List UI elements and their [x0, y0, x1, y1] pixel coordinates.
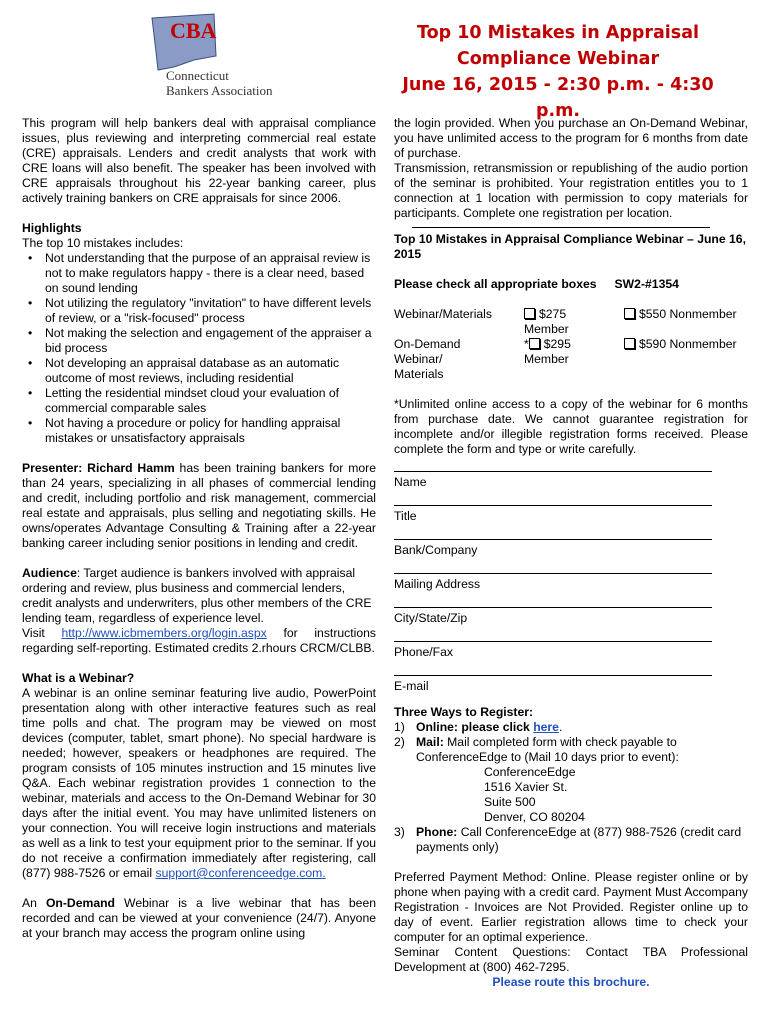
- form-title: Top 10 Mistakes in Appraisal Compliance Webinar – June 16, 2015: [394, 232, 746, 261]
- member-label: Member: [524, 352, 569, 366]
- program-code: SW2-#1354: [614, 277, 679, 291]
- highlight-item: • Not making the selection and engagement of the appraiser a bid process: [22, 326, 376, 356]
- way-online: [394, 720, 748, 735]
- highlights-list: [22, 251, 376, 446]
- pricing-row-ondemand: [394, 337, 748, 382]
- nonmember-price: $550 Nonmember: [639, 307, 737, 321]
- presenter-text: has been training bankers for more than 24 years, specializing in all phases of commercial lending and credit, including portfolio and risk management, commercial real estate and appraisals, plus selling and negotiating skills. He owns/operates Advantage Consulting & Training after a 22-year banking career including senior positions in lending and credit.: [22, 461, 376, 550]
- member-price: $275: [539, 307, 567, 321]
- register-here-link[interactable]: here: [533, 720, 559, 734]
- registration-fields: [394, 471, 748, 695]
- audience-paragraph: [22, 566, 376, 626]
- address-line: Suite 500: [484, 795, 536, 809]
- audience-text: : Target audience is bankers involved with appraisal ordering and review, plus business and commercial lenders, credit analysts and underwriters, plus other members of the CRE lending team, regardless of experience level.: [22, 566, 372, 625]
- way-phone-label: Phone:: [416, 825, 458, 839]
- intro-paragraph: This program will help bankers deal with appraisal compliance issues, plus reviewing and interpreting commercial real estate (CRE) appraisals. Lenders and credit analysts that work with CRE loans will also benefit. The speaker has been involved with CRE appraisals throughout his 22-year banking career, plus actively training bankers on CRE appraisals for since 2006.: [22, 116, 376, 205]
- phone-label: Phone/Fax: [394, 645, 453, 659]
- audience-label: Audience: [22, 566, 77, 580]
- pricing-row-webinar: [394, 307, 748, 337]
- ondemand-paragraph: [22, 896, 376, 941]
- right-column: [394, 116, 748, 990]
- ondemand-label-3: Materials: [394, 367, 444, 381]
- way-online-label: Online: please click: [416, 720, 534, 734]
- page-title: [388, 20, 728, 124]
- way-phone-text: Call ConferenceEdge at (877) 988-7526 (credit card payments only): [416, 825, 742, 854]
- icb-login-link[interactable]: http://www.icbmembers.org/login.aspx: [61, 626, 267, 640]
- ondemand-label: On-Demand: [45, 896, 116, 910]
- title-line-2: Compliance Webinar: [456, 49, 660, 69]
- nonmember-price: $590 Nonmember: [639, 337, 737, 351]
- presenter-label: Presenter: Richard Hamm: [22, 461, 175, 475]
- way-online-suffix: .: [558, 720, 563, 734]
- logo-letters: CBA: [170, 18, 217, 43]
- ondemand-continued: the login provided. When you purchase an On-Demand Webinar, you have unlimited access to the program for 6 months from date of purchase.: [394, 116, 748, 160]
- check-label: Please check all appropriate boxes: [394, 277, 597, 291]
- highlights-heading: Highlights: [22, 221, 82, 235]
- email-label: E-mail: [394, 679, 429, 693]
- webinar-text: A webinar is an online seminar featuring live audio, PowerPoint presentation along with other interactive features such as real time polls and chat. The program may be viewed on most devices (computer, tablet, smart phone). No special hardware is needed; however, speakers or headphones are required. The program consists of 105 minutes instruction and 15 minutes live Q&A. Each webinar registration provides 1 connection to the webinar, materials and access to the On-Demand Webinar for 30 days after the initial event. You may have unlimited listeners on your connection. You will receive login instructions and materials as well as a link to test your equipment prior to the seminar. If you do not receive a confirmation immediately after registering, call (877) 988-7526 or email: [22, 686, 376, 880]
- address-label: Mailing Address: [394, 577, 481, 591]
- way-mail-text: Mail completed form with check payable to ConferenceEdge to (Mail 10 days prior to event):: [416, 735, 679, 764]
- title-line-1: Top 10 Mistakes in Appraisal: [416, 23, 700, 43]
- nonmember-ondemand-checkbox[interactable]: [624, 338, 635, 349]
- divider: [412, 227, 710, 228]
- name-label: Name: [394, 475, 427, 489]
- title-line-3: June 16, 2015 - 2:30 p.m. - 4:30 p.m.: [402, 75, 714, 121]
- ondemand-text: Webinar is a live webinar that has been recorded and can be viewed at your convenience (24/7). Anyone at your branch may access the program online using: [22, 896, 377, 940]
- ways-heading: Three Ways to Register:: [394, 705, 534, 719]
- left-column: [22, 116, 376, 941]
- highlight-item: • Not utilizing the regulatory "invitation" to have different levels of review, or a "risk-focused" process: [22, 296, 376, 326]
- way-number: 2): [394, 735, 405, 749]
- mailing-address: [416, 765, 748, 825]
- ondemand-label-1: On-Demand: [394, 337, 461, 351]
- logo-text: [166, 68, 273, 98]
- asterisk: *: [524, 337, 529, 351]
- logo-line-1: Connecticut: [166, 68, 229, 83]
- pricing-label: Webinar/Materials: [394, 307, 492, 321]
- visit-prefix: Visit: [22, 626, 62, 640]
- ondemand-prefix: An: [22, 896, 46, 910]
- ways-list: [394, 720, 748, 855]
- visit-suffix: for instructions regarding self-reporting. Estimated credits 2.rhours CRCM/CLBB.: [22, 626, 376, 655]
- unlimited-note: *Unlimited online access to a copy of the webinar for 6 months from purchase date. We cannot guarantee registration for incomplete and/or illegible registration forms received. Please complete the form and type or write carefully.: [394, 397, 748, 456]
- title-label: Title: [394, 509, 417, 523]
- highlight-item: • Not developing an appraisal database as an automatic outcome of most reviews, including residential: [22, 356, 376, 386]
- logo-line-2: Bankers Association: [166, 83, 273, 98]
- way-number: 1): [394, 720, 405, 734]
- city-label: City/State/Zip: [394, 611, 468, 625]
- connecticut-map-icon: [150, 12, 300, 72]
- highlight-item: • Letting the residential mindset cloud your evaluation of commercial comparable sales: [22, 386, 376, 416]
- transmission-paragraph: Transmission, retransmission or republishing of the audio portion of the seminar is prohibited. Your registration entitles you to 1 connection at 1 location with permission to copy materials for participants. Complete one registration per location.: [394, 161, 748, 220]
- member-price: $295: [543, 337, 571, 351]
- member-webinar-checkbox[interactable]: [524, 308, 535, 319]
- nonmember-webinar-checkbox[interactable]: [624, 308, 635, 319]
- highlight-item: • Not understanding that the purpose of an appraisal review is not to make regulators happy - there is a clear need, based on sound lending: [22, 251, 376, 296]
- webinar-paragraph: [22, 686, 376, 881]
- check-instructions: [394, 277, 748, 292]
- presenter-paragraph: [22, 461, 376, 551]
- payment-paragraph: Preferred Payment Method: Online. Please register online or by phone when paying with a credit card. Payment Must Accompany Registration - Invoices are Not Provided. Register online up to day of event. Earlier registration allows time to check your computer for an optimal experience.: [394, 870, 748, 944]
- pricing-table: [394, 307, 748, 382]
- bank-label: Bank/Company: [394, 543, 478, 557]
- questions-paragraph: Seminar Content Questions: Contact TBA Professional Development at (800) 462-7295.: [394, 945, 748, 974]
- ondemand-label-2: Webinar/: [394, 352, 443, 366]
- way-phone: [394, 825, 748, 855]
- member-label: Member: [524, 322, 569, 336]
- way-mail: [394, 735, 748, 825]
- way-number: 3): [394, 825, 405, 839]
- address-line: 1516 Xavier St.: [484, 780, 568, 794]
- address-line: Denver, CO 80204: [484, 810, 585, 824]
- address-line: ConferenceEdge: [484, 765, 576, 779]
- highlights-intro: The top 10 mistakes includes:: [22, 236, 184, 250]
- support-email-link[interactable]: support@conferenceedge.com.: [155, 866, 326, 880]
- route-note: Please route this brochure.: [492, 975, 650, 989]
- member-ondemand-checkbox[interactable]: [529, 338, 540, 349]
- visit-paragraph: [22, 626, 376, 656]
- webinar-heading: What is a Webinar?: [22, 671, 135, 685]
- way-mail-label: Mail:: [416, 735, 444, 749]
- highlight-item: • Not having a procedure or policy for handling appraisal mistakes or unsatisfactory appraisals: [22, 416, 376, 446]
